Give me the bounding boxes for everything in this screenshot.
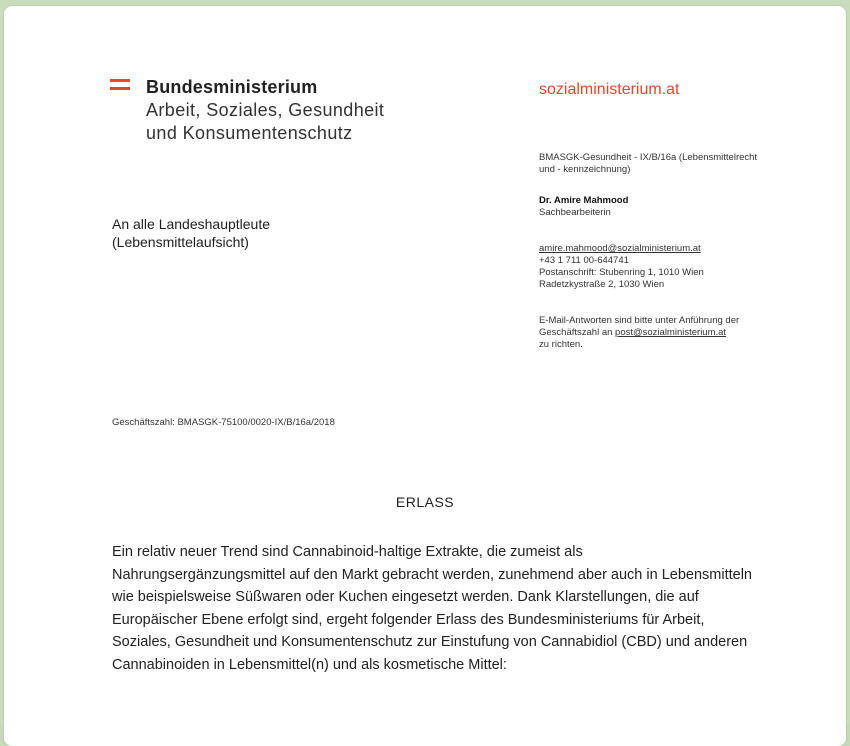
reply-note: E-Mail-Antworten sind bitte unter Anführung der (539, 315, 740, 326)
ministry-subtitle-line: und Konsumentenschutz (146, 123, 353, 143)
contact-phone: +43 1 711 00-644741 (539, 255, 629, 266)
document-page (4, 6, 846, 746)
recipient-line: An alle Landeshauptleute (112, 216, 271, 232)
reply-email-link[interactable]: post@sozialministerium.at (615, 327, 727, 338)
recipient-line: (Lebensmittelaufsicht) (112, 234, 249, 250)
document-body (112, 541, 752, 688)
reply-note: Geschäftszahl an post@sozialministerium.at (539, 327, 727, 338)
reference-number: Geschäftszahl: BMASGK-75100/0020-IX/B/16a/2018 (112, 417, 335, 428)
department-line: und - kennzeichnung) (539, 164, 631, 175)
ministry-subtitle-line: Arbeit, Soziales, Gesundheit (146, 100, 385, 120)
document-heading: ERLASS (395, 494, 455, 510)
contact-name: Dr. Amire Mahmood (539, 195, 629, 206)
street-address: Radetzkystraße 2, 1030 Wien (539, 279, 665, 290)
body-paragraph: Ein relativ neuer Trend sind Cannabinoid-haltige Extrakte, die zumeist als Nahrungsergänzungsmittel auf den Markt gebracht werden, zunehmend aber auch in Lebensmitteln wie beispielsweise Süßwaren oder Kuchen eingesetzt werden. Dank Klarstellungen, die auf Europäischer Ebene erfolgt sind, ergeht folgender Erlass des Bundesministeriums für Arbeit, Soziales, Gesundheit und Konsumentenschutz zur Einstufung von Cannabidiol (CBD) und anderen Cannabinoiden in Lebensmittel(n) und als kosmetische Mittel: (112, 544, 752, 673)
website-label: sozialministerium.at (539, 81, 680, 98)
ministry-title: Bundesministerium (146, 77, 318, 97)
postal-address: Postanschrift: Stubenring 1, 1010 Wien (539, 267, 704, 278)
department-line: BMASGK-Gesundheit - IX/B/16a (Lebensmittelrecht (539, 152, 758, 163)
contact-role: Sachbearbeiterin (539, 207, 611, 218)
reply-note: zu richten. (539, 339, 583, 350)
contact-email-link[interactable]: amire.mahmood@sozialministerium.at (539, 243, 701, 254)
